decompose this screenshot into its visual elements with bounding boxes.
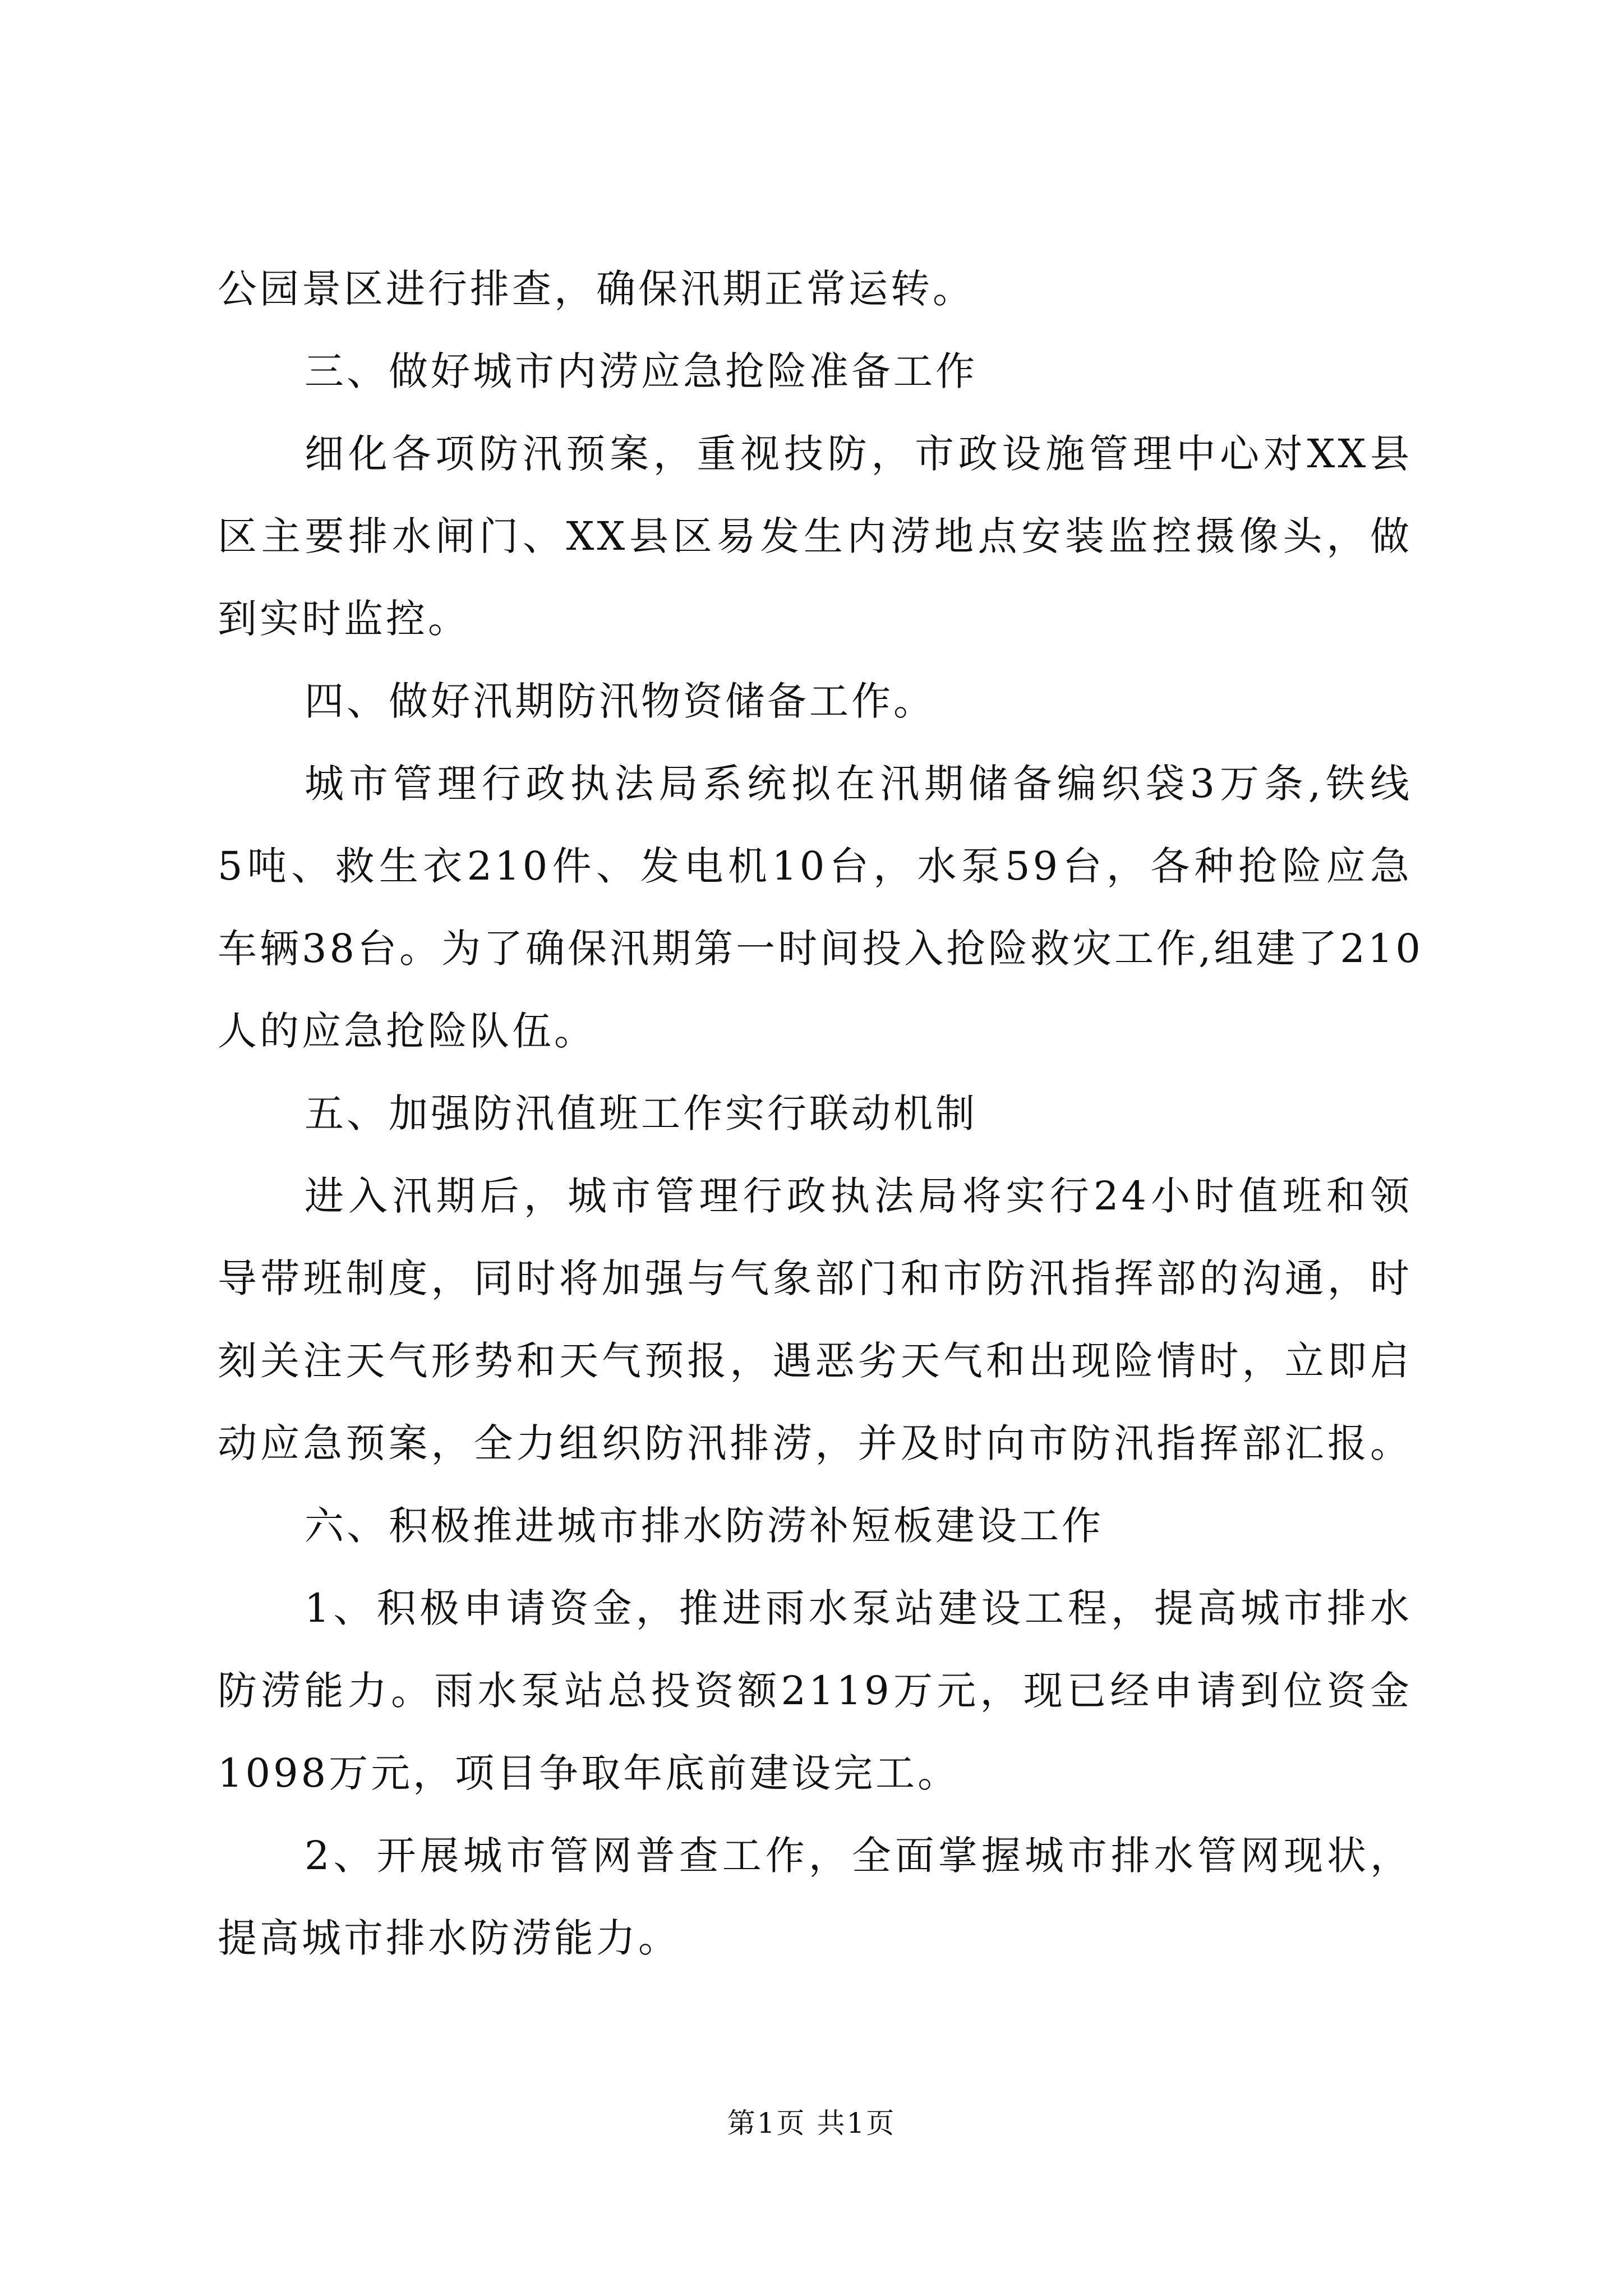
text-line: 车辆38台。为了确保汛期第一时间投入抢险救灾工作,组建了210 (218, 926, 1423, 972)
text-line: 2、开展城市管网普查工作，全面掌握城市排水管网现状， (305, 1833, 1412, 1879)
text-line: 公园景区进行排查，确保汛期正常运转。 (218, 266, 975, 312)
text-line: 刻关注天气形势和天气预报，遇恶劣天气和出现险情时，立即启 (218, 1338, 1412, 1384)
text-line: 提高城市排水防涝能力。 (218, 1915, 680, 1961)
text-line: 进入汛期后，城市管理行政执法局将实行24小时值班和领 (305, 1173, 1412, 1219)
section-heading: 六、积极推进城市排水防涝补短板建设工作 (305, 1503, 1104, 1549)
text-line: 人的应急抢险队伍。 (218, 1008, 596, 1054)
text-line: 导带班制度，同时将加强与气象部门和市防汛指挥部的沟通，时 (218, 1255, 1412, 1301)
text-line: 到实时监控。 (218, 596, 470, 642)
page-footer: 第1页 共1页 (727, 2107, 896, 2139)
text-line: 动应急预案，全力组织防汛排涝，并及时向市防汛指挥部汇报。 (218, 1420, 1412, 1466)
document-body (218, 248, 1423, 1980)
section-heading: 三、做好城市内涝应急抢险准备工作 (305, 348, 978, 394)
text-line: 5吨、救生衣210件、发电机10台，水泵59台，各种抢险应急 (218, 843, 1412, 889)
text-line: 城市管理行政执法局系统拟在汛期储备编织袋3万条,铁线 (305, 761, 1412, 807)
text-line: 细化各项防汛预案，重视技防，市政设施管理中心对XX县 (305, 431, 1412, 477)
section-heading: 四、做好汛期防汛物资储备工作。 (305, 678, 935, 724)
text-line: 区主要排水闸门、XX县区易发生内涝地点安装监控摄像头，做 (218, 513, 1412, 559)
text-line: 防涝能力。雨水泵站总投资额2119万元，现已经申请到位资金 (218, 1668, 1412, 1714)
text-line: 1、积极申请资金，推进雨水泵站建设工程，提高城市排水 (305, 1585, 1412, 1631)
text-line: 1098万元，项目争取年底前建设完工。 (218, 1750, 960, 1796)
section-heading: 五、加强防汛值班工作实行联动机制 (305, 1091, 978, 1137)
